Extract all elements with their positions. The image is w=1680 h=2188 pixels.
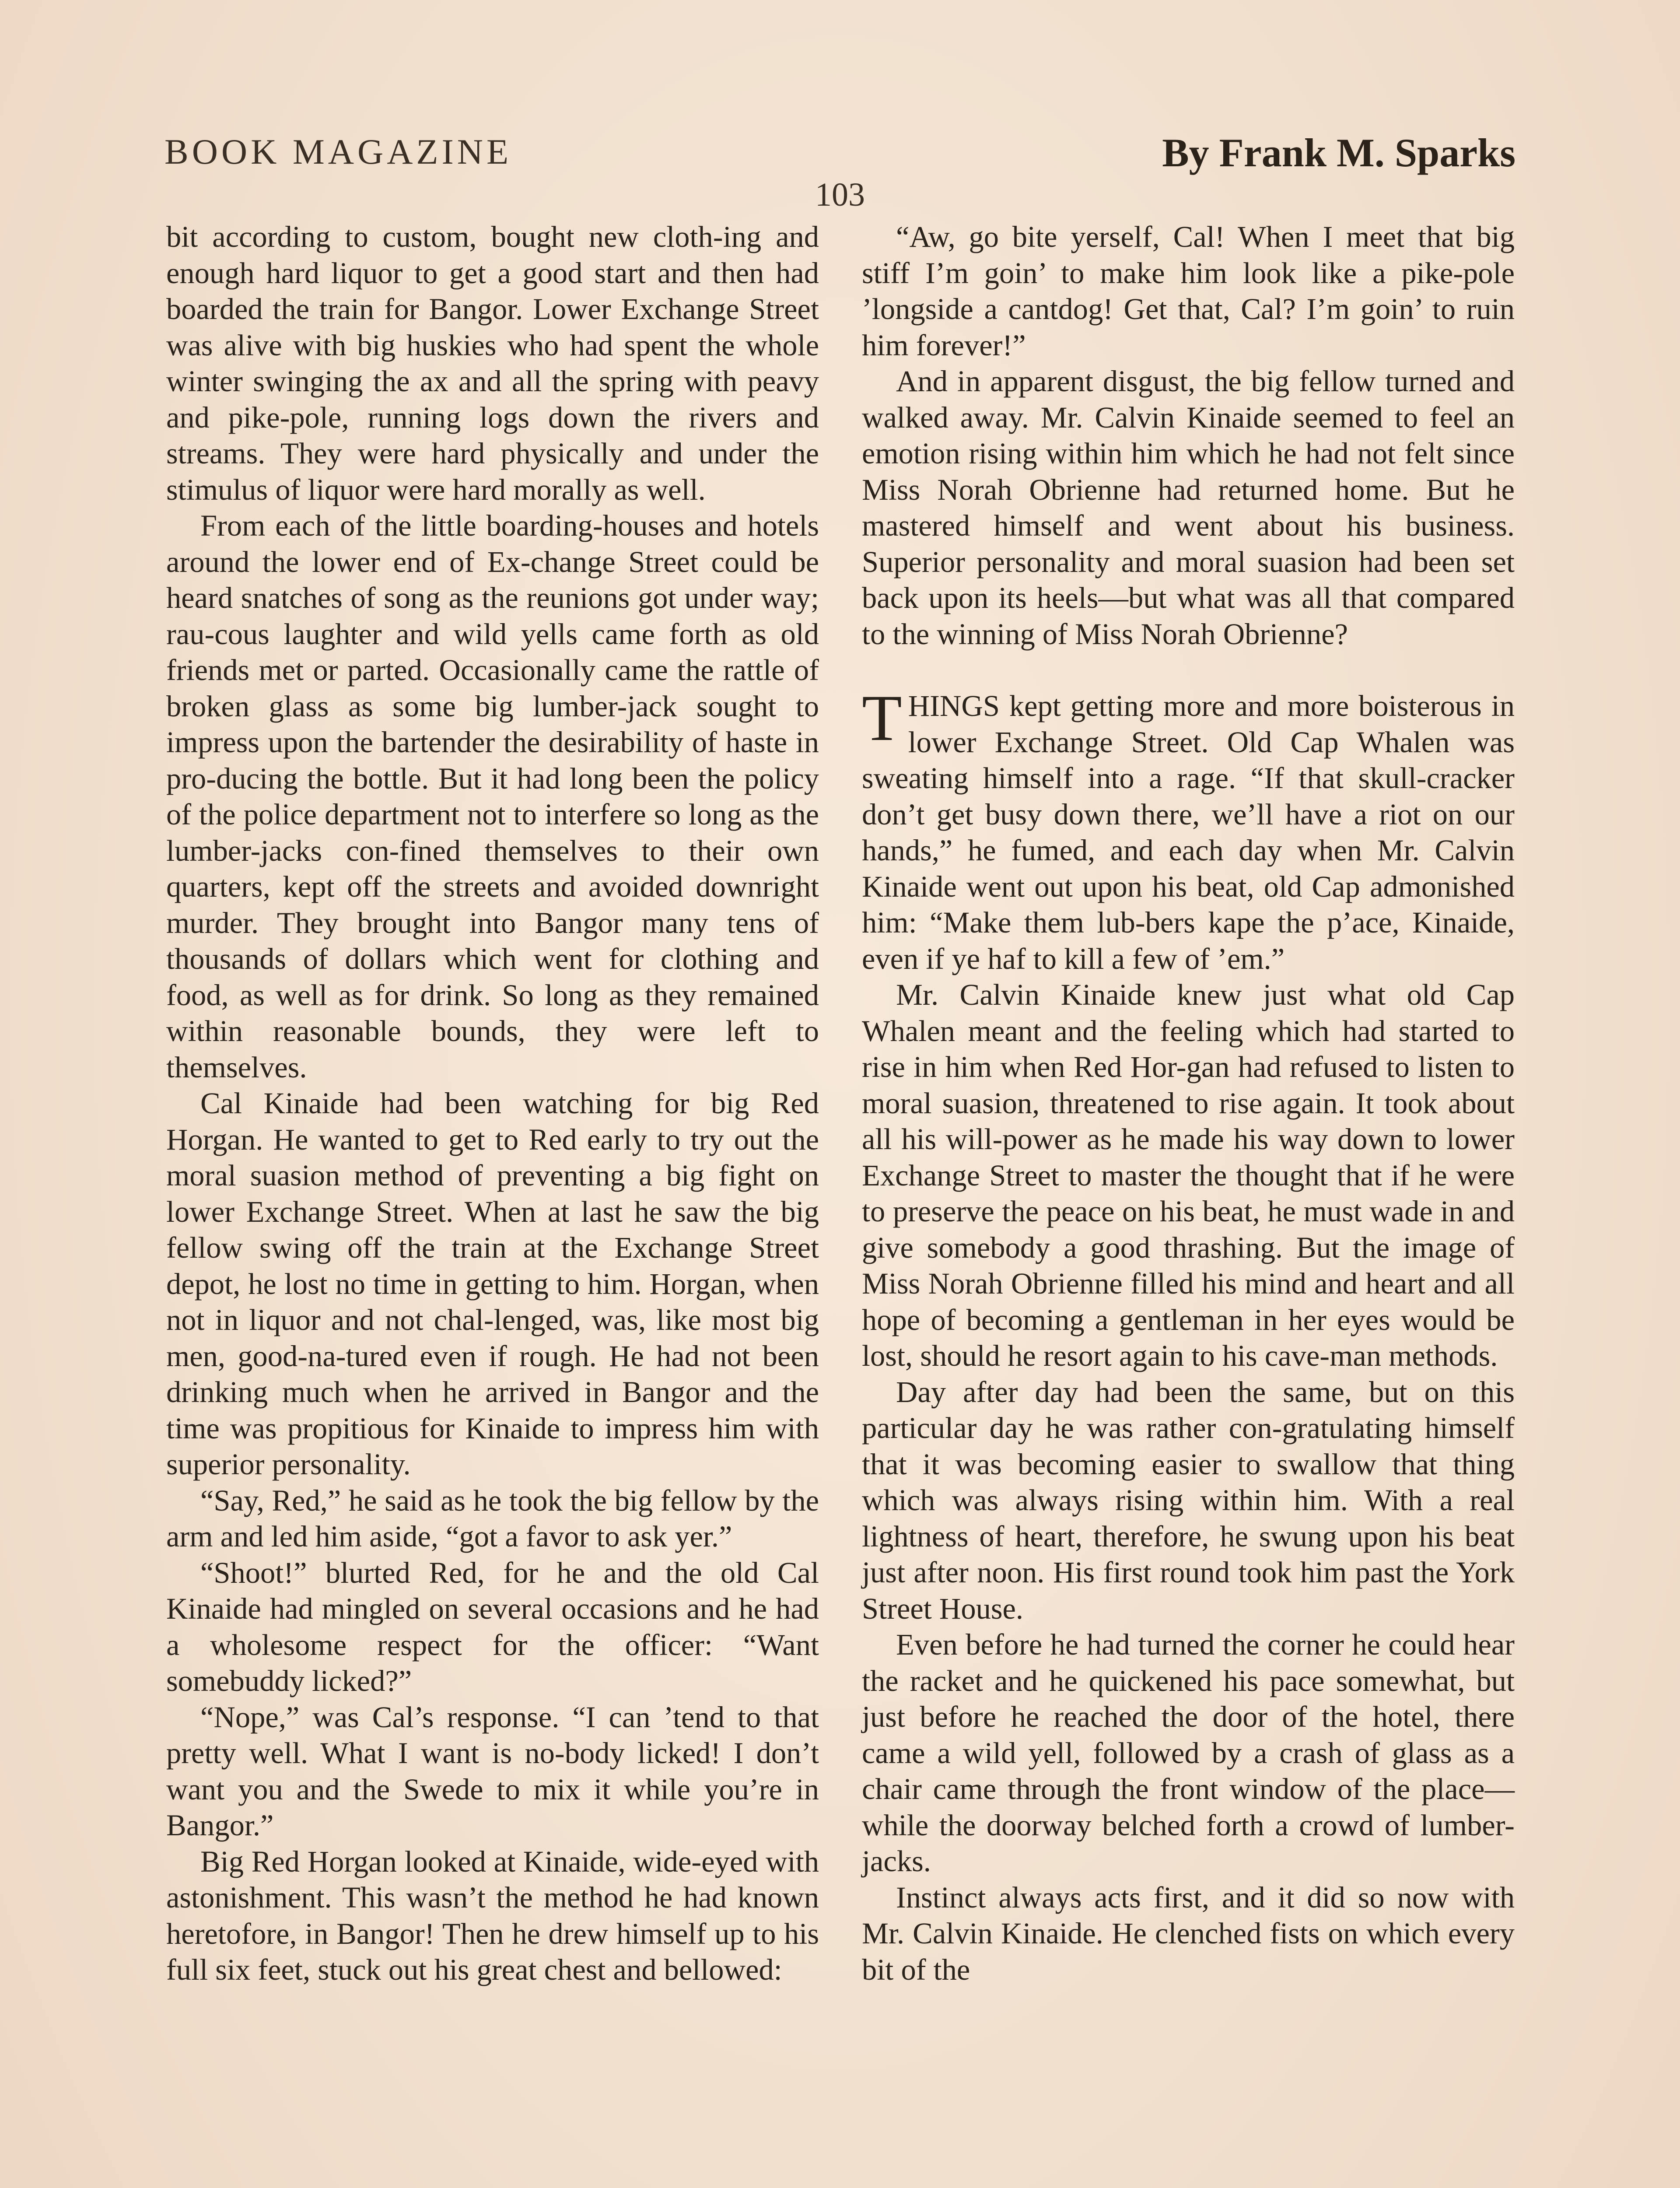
paragraph: And in apparent disgust, the big fellow turned and walked away. Mr. Calvin Kinaide seemed to feel an emotion rising within him which he had not felt since Miss Norah Obrienne had returned home. But he mastered himself and went about his business. Superior personality and moral suasion had been set back upon its heels—but what was all that compared to the winning of Miss Norah Obrienne? — [862, 365, 1515, 651]
author-byline: By Frank M. Sparks — [1162, 130, 1516, 175]
paragraph: Day after day had been the same, but on this particular day he was rather con-gratulating himself that it was becoming easier to swallow that thing which was always rising within him. With a real lightness of heart, therefore, he swung upon his beat just after noon. His first round took him past the York Street House. — [862, 1375, 1515, 1625]
paragraph: Mr. Calvin Kinaide knew just what old Cap Whalen meant and the feeling which had started to rise in him when Red Hor-gan had refused to listen to moral suasion, threatened to rise again. It took about all his will-power as he made his way down to lower Exchange Street to master the thought that if he were to preserve the peace on his beat, he must wade in and give somebody a good thrashing. But the image of Miss Norah Obrienne filled his mind and heart and all hope of becoming a gentleman in her eyes would be lost, should he resort again to his cave-man methods. — [862, 978, 1515, 1372]
drop-cap: T — [862, 682, 902, 754]
paragraph: “Shoot!” blurted Red, for he and the old Cal Kinaide had mingled on several occasions and he had a wholesome respect for the officer: “Want somebuddy licked?” — [166, 1556, 819, 1697]
paragraph: Cal Kinaide had been watching for big Red Horgan. He wanted to get to Red early to try out the moral suasion method of preventing a big fight on lower Exchange Street. When at last he saw the big fellow swing off the train at the Exchange Street depot, he lost no time in getting to him. Horgan, when not in liquor and not chal-lenged, was, like most big men, good-na-tured even if rough. He had not been drinking much when he arrived in Bangor and the time was propitious for Kinaide to impress him with superior personality. — [166, 1087, 819, 1481]
paragraph: “Say, Red,” he said as he took the big fellow by the arm and led him aside, “got a favor to ask yer.” — [166, 1483, 819, 1553]
right-column — [862, 219, 1515, 1988]
section-opening-text: HINGS kept getting more and more boisterous in lower Exchange Street. Old Cap Whalen was sweating himself into a rage. “If that skull-cracker don’t get busy down there, we’ll have a riot on our hands,” he fumed, and each day when Mr. Calvin Kinaide went out upon his beat, old Cap admonished him: “Make them lub-bers kape the p’ace, Kinaide, even if ye haf to kill a few of ’em.” — [862, 689, 1515, 975]
magazine-title: BOOK MAGAZINE — [164, 132, 512, 172]
section-opening-paragraph — [862, 682, 1515, 977]
paragraph: “Aw, go bite yerself, Cal! When I meet that big stiff I’m goin’ to make him look like a pike-pole ’longside a cantdog! Get that, Cal? I’m goin’ to ruin him forever!” — [862, 220, 1515, 362]
paragraph: Instinct always acts first, and it did so now with Mr. Calvin Kinaide. He clenched fists on which every bit of the — [862, 1880, 1515, 1986]
paragraph: Even before he had turned the corner he could hear the racket and he quickened his pace somewhat, but just before he reached the door of the hotel, there came a wild yell, followed by a crash of glass as a chair came through the front window of the place—while the doorway belched forth a crowd of lumber-jacks. — [862, 1628, 1515, 1878]
page-number: 103 — [815, 176, 865, 213]
left-column — [166, 219, 819, 1988]
paragraph: From each of the little boarding-houses and hotels around the lower end of Ex-change Street could be heard snatches of song as the reunions got under way; rau-cous laughter and wild yells came forth as old friends met or parted. Occasionally came the rattle of broken glass as some big lumber-jack sought to impress upon the bartender the desirability of haste in pro-ducing the bottle. But it had long been the policy of the police department not to interfere so long as the lumber-jacks con-fined themselves to their own quarters, kept off the streets and avoided downright murder. They brought into Bangor many tens of thousands of dollars which went for clothing and food, as well as for drink. So long as they remained within reasonable bounds, they were left to themselves. — [166, 509, 819, 1084]
paragraph: “Nope,” was Cal’s response. “I can ’tend to that pretty well. What I want is no-body licked! I don’t want you and the Swede to mix it while you’re in Bangor.” — [166, 1700, 819, 1842]
paragraph: Big Red Horgan looked at Kinaide, wide-eyed with astonishment. This wasn’t the method he had known heretofore, in Bangor! Then he drew himself up to his full six feet, stuck out his great chest and bellowed: — [166, 1844, 819, 1986]
paragraph: bit according to custom, bought new cloth-ing and enough hard liquor to get a good start and then had boarded the train for Bangor. Lower Exchange Street was alive with big huskies who had spent the whole winter swinging the ax and all the spring with peavy and pike-pole, running logs down the rivers and streams. They were hard physically and under the stimulus of liquor were hard morally as well. — [166, 220, 819, 506]
